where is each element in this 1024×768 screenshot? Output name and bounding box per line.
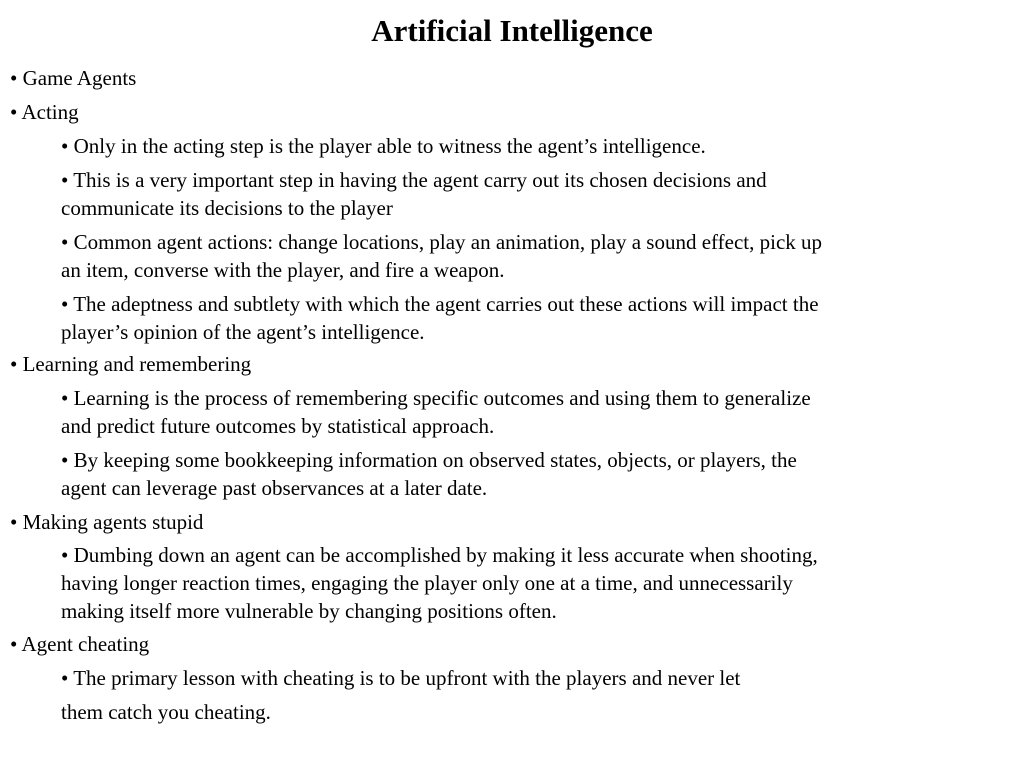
bullet-marker: • [10, 66, 23, 90]
sub-bullet-item [61, 664, 740, 692]
bullet-item [10, 64, 136, 92]
bullet-marker: • [61, 168, 74, 192]
bullet-text: Learning is the process of remembering specific outcomes and using them to generalize [73, 386, 811, 410]
bullet-text: communicate its decisions to the player [61, 196, 393, 220]
bullet-text: them catch you cheating. [61, 700, 271, 724]
bullet-marker: • [61, 230, 74, 254]
sub-bullet-item [61, 166, 767, 194]
bullet-text: The adeptness and subtlety with which the agent carries out these actions will impact the [73, 292, 819, 316]
sub-bullet-item [61, 474, 487, 502]
bullet-text: making itself more vulnerable by changing positions often. [61, 599, 557, 623]
slide-title: Artificial Intelligence [371, 13, 653, 48]
sub-bullet-item [61, 290, 819, 318]
bullet-text: Acting [21, 100, 79, 124]
bullet-item [10, 350, 251, 378]
sub-bullet-item [61, 569, 793, 597]
bullet-text: Dumbing down an agent can be accomplished by making it less accurate when shooting, [73, 543, 818, 567]
bullet-marker: • [61, 448, 74, 472]
bullet-marker: • [10, 352, 23, 376]
bullet-marker: • [10, 632, 22, 656]
sub-bullet-item [61, 318, 425, 346]
sub-bullet-item [61, 597, 557, 625]
bullet-text: Making agents stupid [22, 510, 204, 534]
bullet-text: Game Agents [22, 66, 137, 90]
bullet-marker: • [61, 666, 74, 690]
bullet-marker: • [61, 386, 74, 410]
bullet-text: player’s opinion of the agent’s intelligence. [61, 320, 425, 344]
bullet-text: This is a very important step in having the agent carry out its chosen decisions and [73, 168, 767, 192]
bullet-item [10, 98, 79, 126]
bullet-item [10, 508, 203, 536]
bullet-text: By keeping some bookkeeping information on observed states, objects, or players, the [73, 448, 797, 472]
bullet-marker: • [61, 134, 74, 158]
bullet-text: an item, converse with the player, and fire a weapon. [61, 258, 505, 282]
sub-bullet-item [61, 228, 822, 256]
bullet-text: and predict future outcomes by statistical approach. [61, 414, 495, 438]
bullet-text: Only in the acting step is the player able to witness the agent’s intelligence. [73, 134, 706, 158]
sub-bullet-item [61, 132, 706, 160]
bullet-text: Learning and remembering [22, 352, 252, 376]
sub-bullet-item [61, 194, 393, 222]
bullet-text: agent can leverage past observances at a later date. [61, 476, 488, 500]
sub-bullet-item [61, 541, 818, 569]
sub-bullet-item [61, 446, 797, 474]
bullet-marker: • [10, 510, 23, 534]
bullet-text: The primary lesson with cheating is to be upfront with the players and never let [73, 666, 741, 690]
bullet-text: having longer reaction times, engaging the player only one at a time, and unnecessarily [61, 571, 793, 595]
sub-bullet-item [61, 384, 811, 412]
bullet-item [10, 630, 149, 658]
bullet-marker: • [61, 543, 74, 567]
sub-bullet-item [61, 412, 494, 440]
bullet-text: Common agent actions: change locations, play an animation, play a sound effect, pick up [73, 230, 823, 254]
sub-bullet-item [61, 256, 504, 284]
sub-bullet-item [61, 698, 271, 726]
bullet-marker: • [10, 100, 22, 124]
bullet-marker: • [61, 292, 74, 316]
bullet-text: Agent cheating [21, 632, 150, 656]
